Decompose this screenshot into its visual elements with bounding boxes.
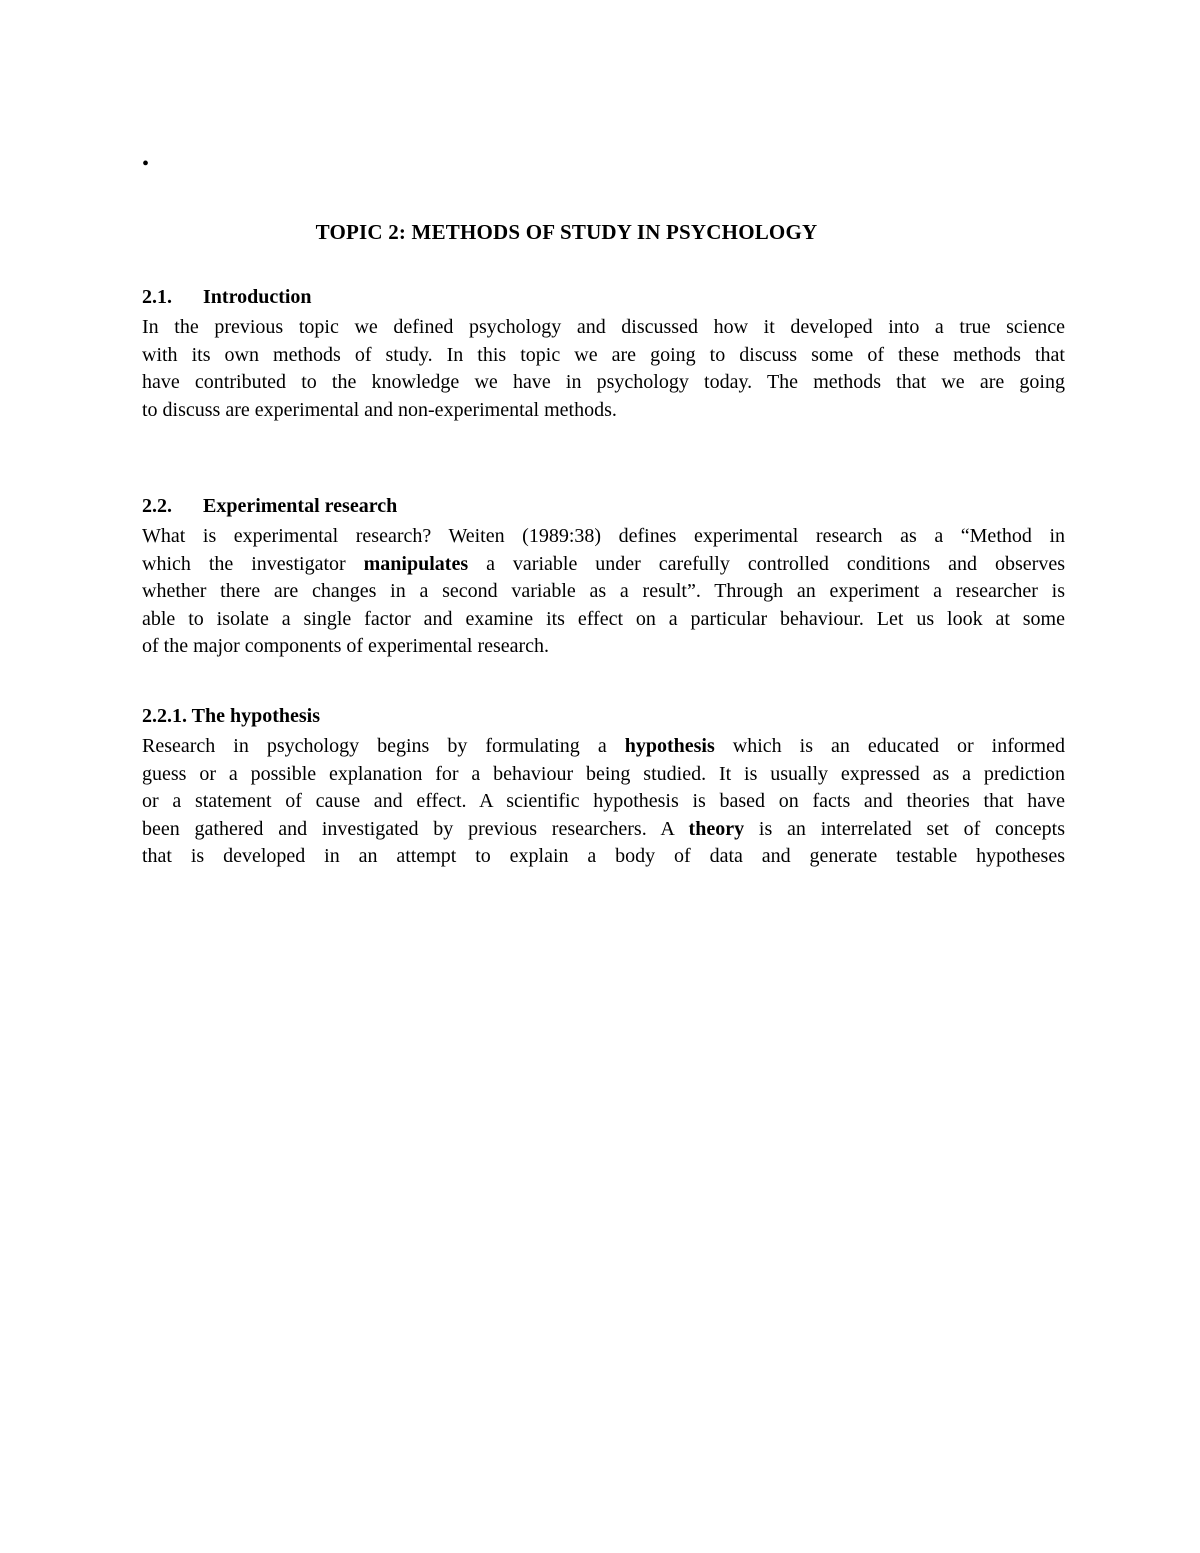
page-title: TOPIC 2: METHODS OF STUDY IN PSYCHOLOGY (315, 220, 818, 244)
text-run: a variable under carefully controlled conditions and observes (468, 552, 1066, 575)
experimental-research-paragraph (142, 523, 1065, 661)
section-heading-introduction (142, 283, 312, 311)
paragraph-line (142, 733, 1065, 761)
paragraph-line: of the major components of experimental research. (142, 635, 550, 658)
paragraph-line (142, 816, 1065, 844)
paragraph-line: What is experimental research? Weiten (1989:38) defines experimental research as a “Method in (142, 525, 1065, 547)
paragraph-line: whether there are changes in a second variable as a result”. Through an experiment a researcher is (142, 580, 1065, 603)
text-run: been gathered and investigated by previous researchers. A (142, 817, 689, 840)
paragraph-line: or a statement of cause and effect. A scientific hypothesis is based on facts and theories that have (142, 790, 1065, 813)
bold-term-hypothesis: hypothesis (624, 735, 715, 757)
section-title: Introduction (203, 286, 312, 308)
paragraph-line: guess or a possible explanation for a behaviour being studied. It is usually expressed as a prediction (142, 762, 1065, 785)
paragraph-line: that is developed in an attempt to explain a body of data and generate testable hypotheses (142, 845, 1065, 868)
paragraph-line: have contributed to the knowledge we have in psychology today. The methods that we are going (142, 371, 1065, 394)
section-title: Experimental research (203, 495, 398, 517)
hypothesis-paragraph (142, 733, 1065, 871)
bold-term-manipulates: manipulates (363, 552, 469, 575)
paragraph-line: with its own methods of study. In this topic we are going to discuss some of these methods that (142, 343, 1065, 366)
text-run: which is an educated or informed (714, 735, 1065, 757)
introduction-paragraph (142, 314, 1065, 424)
section-heading-hypothesis: 2.2.1. The hypothesis (142, 705, 321, 727)
paragraph-line: to discuss are experimental and non-experimental methods. (142, 398, 617, 421)
bold-term-theory: theory (688, 817, 745, 840)
text-run: which the investigator (142, 552, 364, 575)
text-run: is an interrelated set of concepts (744, 817, 1065, 840)
paragraph-line (142, 551, 1065, 579)
paragraph-line: In the previous topic we defined psychology and discussed how it developed into a true science (142, 316, 1065, 338)
bullet-glyph: • (142, 153, 150, 175)
section-heading-experimental-research (142, 492, 397, 520)
section-number: 2.2. (142, 495, 172, 517)
paragraph-line: able to isolate a single factor and examine its effect on a particular behaviour. Let us look at some (142, 607, 1065, 630)
section-number: 2.1. (142, 286, 172, 308)
text-run: Research in psychology begins by formulating a (142, 735, 625, 757)
